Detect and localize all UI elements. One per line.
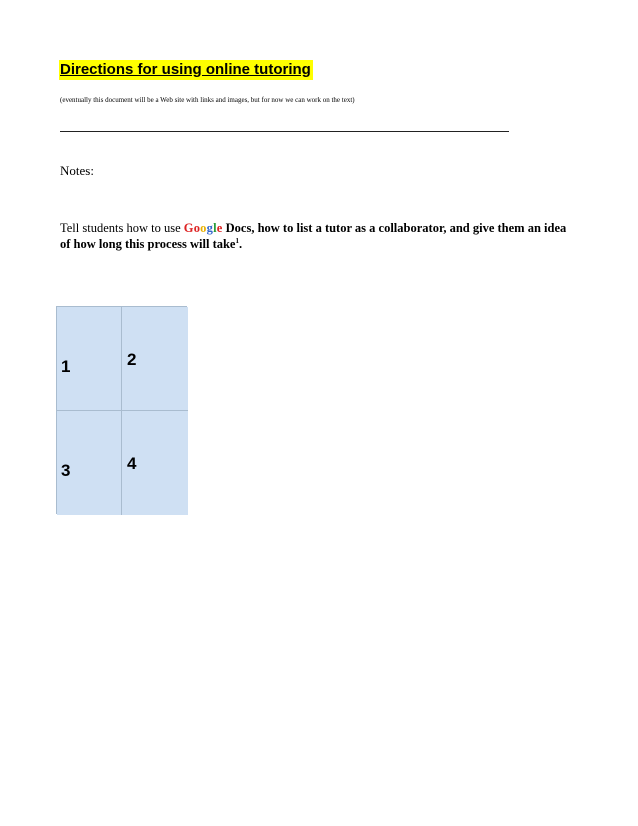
google-letter: e: [216, 221, 223, 235]
paragraph-plain-text: Tell students how to use: [60, 221, 184, 235]
document-title: Directions for using online tutoring: [60, 61, 311, 78]
google-letter: o: [200, 221, 207, 235]
google-letter: o: [193, 221, 201, 235]
google-letter: G: [183, 221, 194, 235]
paragraph-period: .: [238, 237, 243, 251]
instructions-paragraph: [60, 220, 580, 252]
google-letter: g: [206, 221, 214, 235]
grid-cell-3: [57, 411, 122, 515]
grid-cell-4: [122, 411, 188, 515]
horizontal-rule: [60, 131, 509, 132]
google-letter: l: [213, 221, 217, 235]
paragraph-bold-text: Docs, how to list a tutor as a collaborator, and give them an idea: [222, 221, 567, 235]
grid-cell-number: 4: [127, 454, 137, 473]
numbered-grid: [56, 306, 187, 514]
notes-label: Notes:: [60, 163, 94, 178]
footnote-link[interactable]: 1: [235, 236, 239, 245]
grid-cell-1: [57, 307, 122, 411]
grid-cell-number: 3: [61, 461, 71, 480]
paragraph-bold-text-2: of how long this process will take: [60, 237, 236, 251]
google-wordmark: [184, 221, 223, 235]
document-subtitle: (eventually this document will be a Web site with links and images, but for now we can work on the text): [60, 96, 355, 104]
grid-cell-number: 2: [127, 350, 137, 369]
grid-cell-number: 1: [61, 357, 71, 376]
paragraph-line-1: [60, 220, 580, 236]
paragraph-line-2: [60, 236, 580, 252]
grid-cell-2: [122, 307, 188, 411]
